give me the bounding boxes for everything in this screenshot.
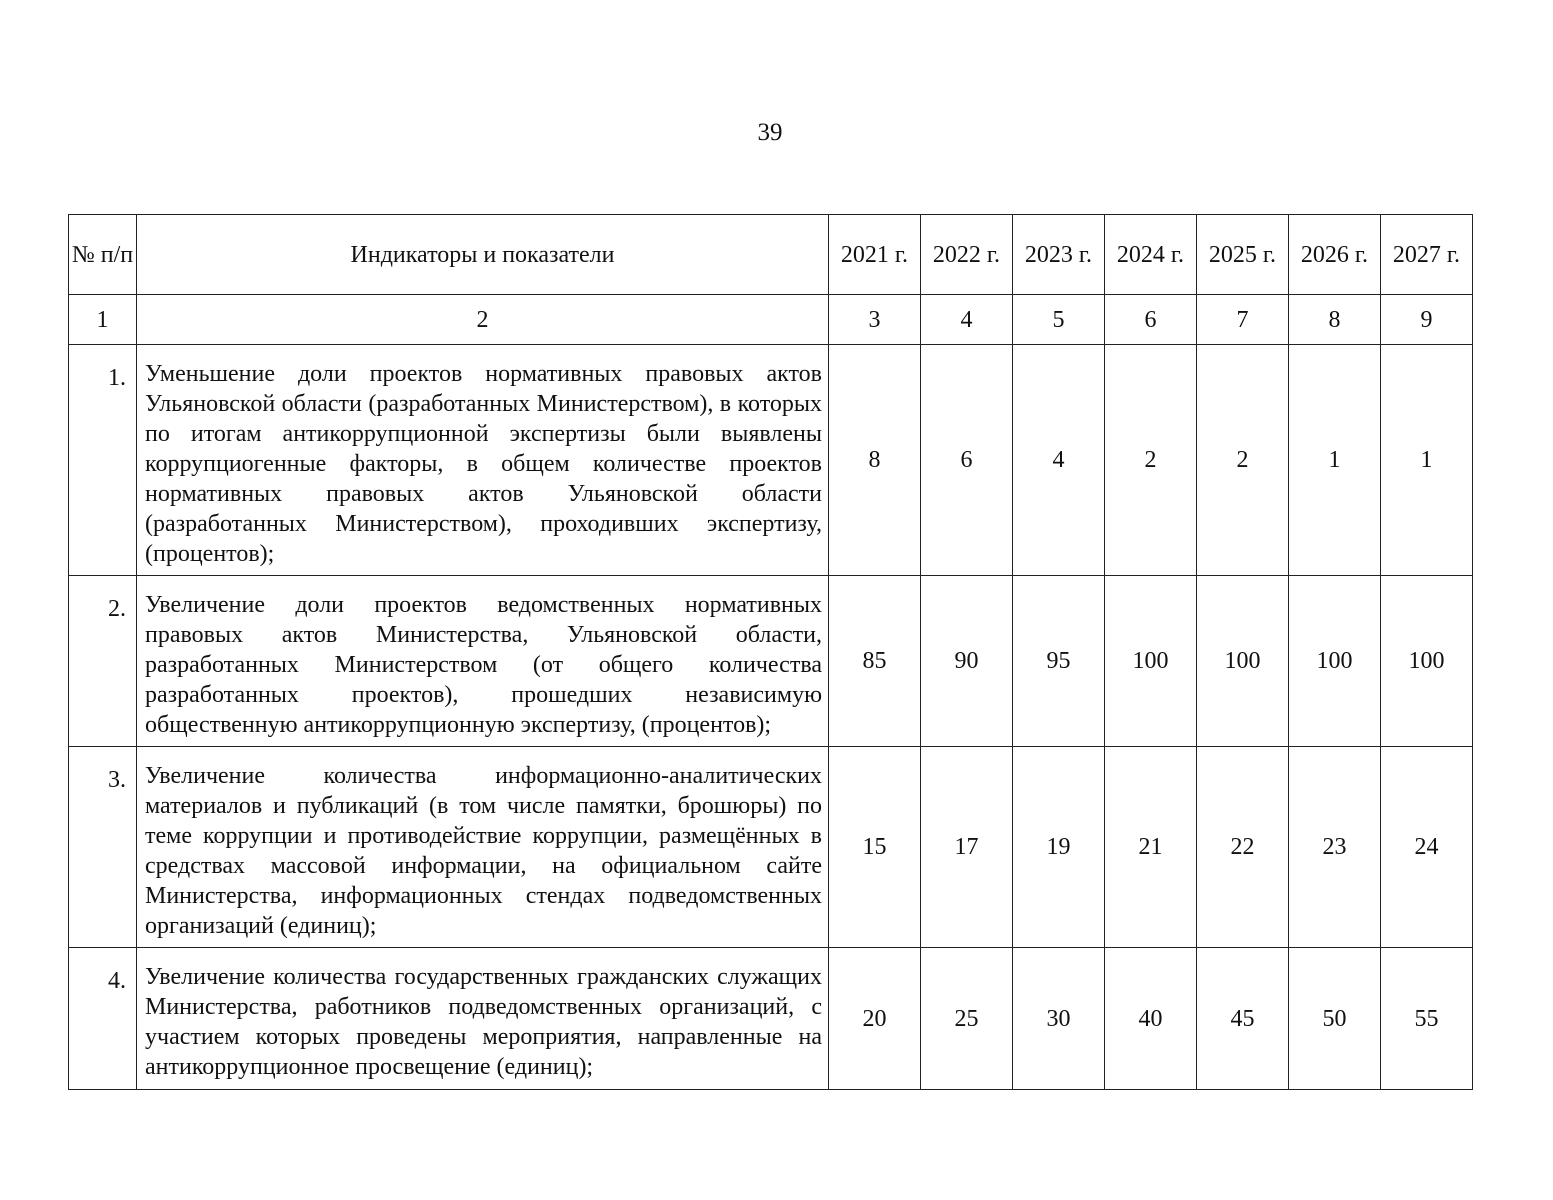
row-number: 3.: [69, 747, 137, 948]
indicator-text: Увеличение доли проектов ведомственных нормативных правовых актов Министерства, Ульяновской области, разработанных Министерством (от общего количества разработанных проектов), прошедших независимую общественную антикоррупционную экспертизу, (процентов);: [137, 576, 829, 747]
value-2026: 100: [1289, 576, 1381, 747]
indicator-text: Уменьшение доли проектов нормативных правовых актов Ульяновской области (разработанных Министерством), в которых по итогам антикоррупционной экспертизы были выявлены коррупциогенные факторы, в общем количестве проектов нормативных правовых актов Ульяновской области (разработанных Министерством), проходивших экспертизу, (процентов);: [137, 345, 829, 576]
value-2025: 45: [1197, 948, 1289, 1090]
header-year-2026: 2026 г.: [1289, 215, 1381, 295]
column-index: 3: [829, 295, 921, 345]
column-index: 8: [1289, 295, 1381, 345]
header-row: [69, 215, 1473, 295]
value-2026: 50: [1289, 948, 1381, 1090]
value-2022: 6: [921, 345, 1013, 576]
value-2024: 40: [1105, 948, 1197, 1090]
column-index: 7: [1197, 295, 1289, 345]
value-2027: 55: [1381, 948, 1473, 1090]
header-indicator: Индикаторы и показатели: [137, 215, 829, 295]
header-year-2023: 2023 г.: [1013, 215, 1105, 295]
header-year-2024: 2024 г.: [1105, 215, 1197, 295]
value-2022: 25: [921, 948, 1013, 1090]
value-2025: 22: [1197, 747, 1289, 948]
value-2025: 2: [1197, 345, 1289, 576]
row-number: 4.: [69, 948, 137, 1090]
value-2027: 100: [1381, 576, 1473, 747]
column-index: 2: [137, 295, 829, 345]
header-year-2022: 2022 г.: [921, 215, 1013, 295]
column-index: 9: [1381, 295, 1473, 345]
value-2023: 4: [1013, 345, 1105, 576]
value-2023: 95: [1013, 576, 1105, 747]
table-row: [69, 576, 1473, 747]
table-row: [69, 345, 1473, 576]
value-2022: 90: [921, 576, 1013, 747]
value-2024: 100: [1105, 576, 1197, 747]
value-2021: 20: [829, 948, 921, 1090]
value-2024: 2: [1105, 345, 1197, 576]
row-number: 1.: [69, 345, 137, 576]
indicators-table: [68, 214, 1473, 1090]
value-2021: 85: [829, 576, 921, 747]
indicator-text: Увеличение количества государственных гражданских служащих Министерства, работников подведомственных организаций, с участием которых проведены мероприятия, направленные на антикоррупционное просвещение (единиц);: [137, 948, 829, 1090]
value-2027: 24: [1381, 747, 1473, 948]
indicator-text: Увеличение количества информационно-аналитических материалов и публикаций (в том числе памятки, брошюры) по теме коррупции и противодействие коррупции, размещённых в средствах массовой информации, на официальном сайте Министерства, информационных стендах подведомственных организаций (единиц);: [137, 747, 829, 948]
column-index: 6: [1105, 295, 1197, 345]
value-2022: 17: [921, 747, 1013, 948]
table-row: [69, 948, 1473, 1090]
page-number: 39: [757, 119, 783, 146]
value-2023: 30: [1013, 948, 1105, 1090]
value-2026: 1: [1289, 345, 1381, 576]
column-index-row: [69, 295, 1473, 345]
column-index: 1: [69, 295, 137, 345]
header-year-2025: 2025 г.: [1197, 215, 1289, 295]
table-row: [69, 747, 1473, 948]
value-2023: 19: [1013, 747, 1105, 948]
value-2024: 21: [1105, 747, 1197, 948]
row-number: 2.: [69, 576, 137, 747]
header-num: № п/п: [69, 215, 137, 295]
value-2026: 23: [1289, 747, 1381, 948]
value-2021: 15: [829, 747, 921, 948]
column-index: 4: [921, 295, 1013, 345]
header-year-2027: 2027 г.: [1381, 215, 1473, 295]
value-2027: 1: [1381, 345, 1473, 576]
column-index: 5: [1013, 295, 1105, 345]
value-2025: 100: [1197, 576, 1289, 747]
header-year-2021: 2021 г.: [829, 215, 921, 295]
value-2021: 8: [829, 345, 921, 576]
